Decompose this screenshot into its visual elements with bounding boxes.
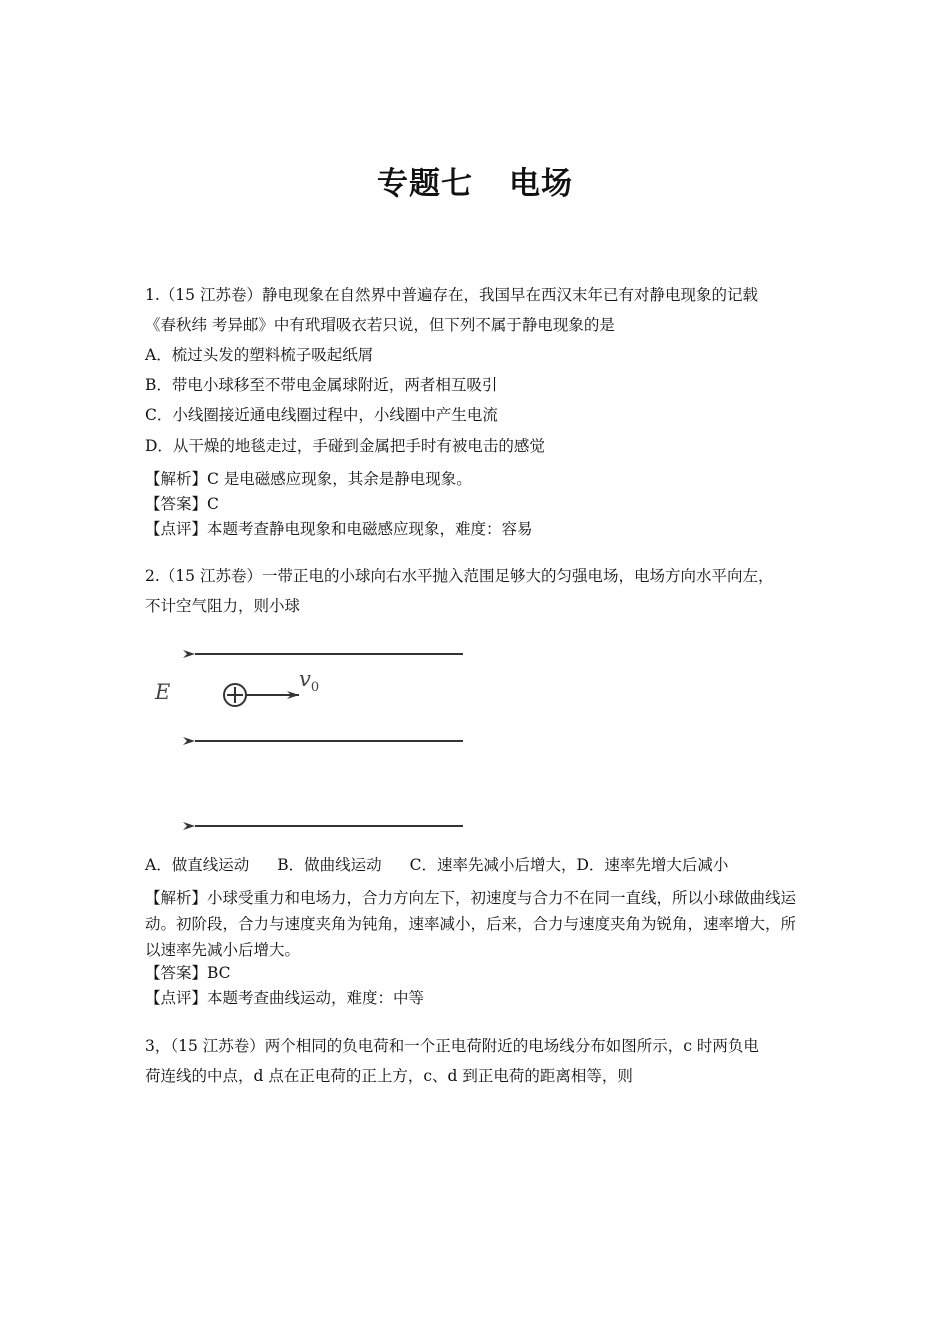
q2-options	[145, 854, 756, 876]
title-main: 专题七	[377, 166, 473, 202]
q2-stem-line1: 2.（15 江苏卷）一带正电的小球向右水平抛入范围足够大的匀强电场，电场方向水平向左，	[145, 567, 774, 585]
q2-option-cd: C．速率先减小后增大，D．速率先增大后减小	[409, 856, 729, 874]
q2-option-b: B．做曲线运动	[277, 856, 382, 874]
q3-stem-line2: 荷连线的中点，d 点在正电荷的正上方，c、d 到正电荷的距离相等，则	[145, 1067, 633, 1085]
q1-option-a: A．梳过头发的塑料梳子吸起纸屑	[145, 346, 374, 364]
electric-field-figure	[145, 636, 475, 842]
q1-answer: 【答案】C	[145, 495, 219, 513]
q2-option-a: A．做直线运动	[145, 856, 250, 874]
q1-option-d: D．从干燥的地毯走过，手碰到金属把手时有被电击的感觉	[145, 437, 545, 455]
q1-option-c: C．小线圈接近通电线圈过程中，小线圈中产生电流	[145, 406, 498, 424]
q1-stem-line1: 1.（15 江苏卷）静电现象在自然界中普遍存在，我国早在西汉末年已有对静电现象的记载	[145, 286, 758, 304]
q2-analysis: 【解析】小球受重力和电场力，合力方向左下，初速度与合力不在同一直线，所以小球做曲线运动。初阶段，合力与速度夹角为钝角，速率减小，后来，合力与速度夹角为锐角，速率增大，所以速率先减小后增大。	[145, 889, 797, 959]
q1-analysis: 【解析】C 是电磁感应现象，其余是静电现象。	[145, 470, 472, 488]
q1-stem-line2: 《春秋纬 考异邮》中有玳瑁吸衣若只说，但下列不属于静电现象的是	[145, 316, 615, 334]
positive-charge-icon	[224, 684, 246, 706]
q2-comment: 【点评】本题考查曲线运动，难度：中等	[145, 989, 425, 1007]
q2-answer: 【答案】BC	[145, 964, 231, 982]
title-sub: 电场	[509, 166, 573, 202]
q3-stem-line1: 3，（15 江苏卷）两个相同的负电荷和一个正电荷附近的电场线分布如图所示，c 时两负电	[145, 1037, 759, 1055]
q1-comment: 【点评】本题考查静电现象和电磁感应现象，难度：容易	[145, 520, 533, 538]
page-title	[0, 158, 950, 203]
field-label: E	[155, 680, 171, 704]
velocity-label: $v_0$	[299, 667, 320, 695]
q2-stem-line2: 不计空气阻力，则小球	[145, 597, 301, 615]
q1-option-b: B．带电小球移至不带电金属球附近，两者相互吸引	[145, 376, 498, 394]
